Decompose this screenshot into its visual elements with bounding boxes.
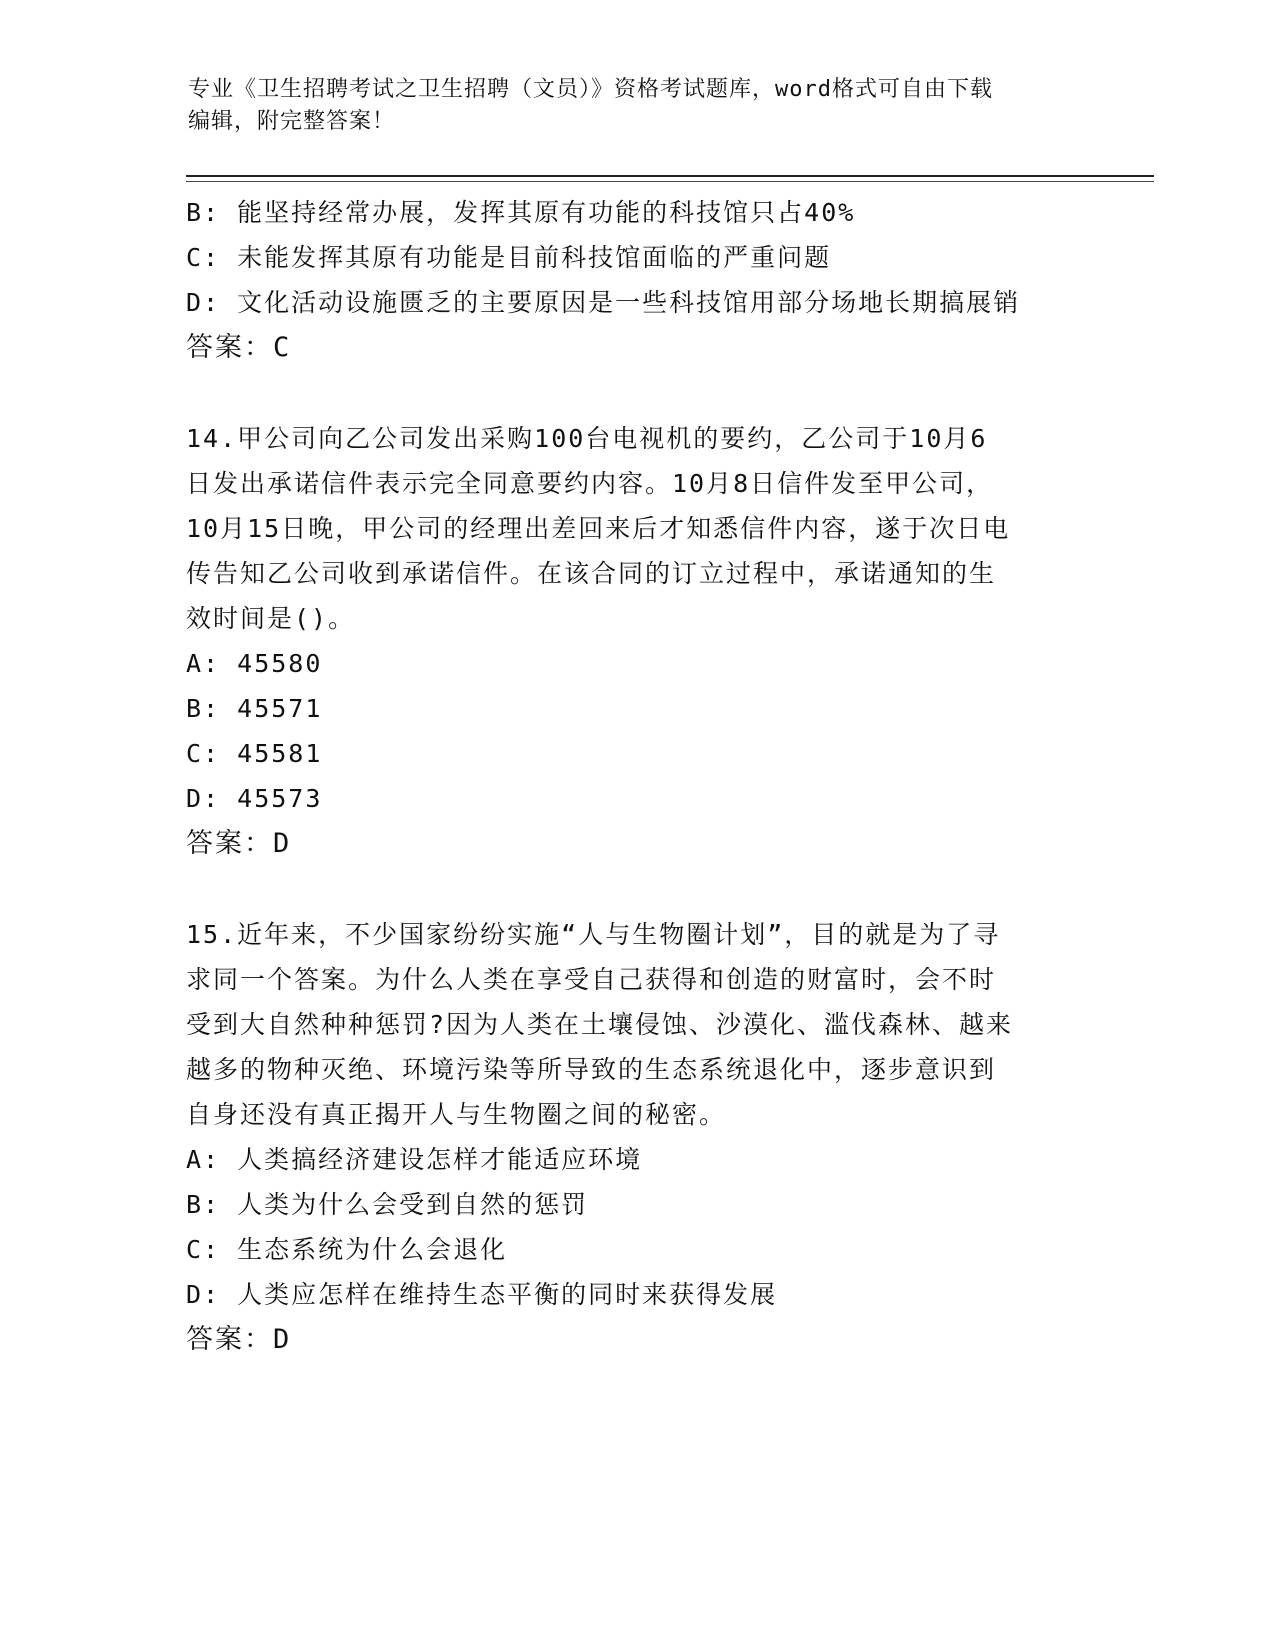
option-b: B: 45571 [186,694,323,723]
question-15 [186,912,1086,1362]
header-line-1: 专业《卫生招聘考试之卫生招聘（文员）》资格考试题库，word格式可自由下载 [188,77,993,102]
stem-line: 传告知乙公司收到承诺信件。在该合同的订立过程中，承诺通知的生 [186,559,997,588]
option-a: A: 人类搞经济建设怎样才能适应环境 [186,1145,643,1174]
question-stem [186,416,1086,641]
continued-question [186,190,1086,370]
stem-line: 日发出承诺信件表示完全同意要约内容。10月8日信件发至甲公司， [186,469,994,498]
stem-line: 受到大自然种种惩罚?因为人类在土壤侵蚀、沙漠化、滥伐森林、越来 [186,1010,1014,1039]
option-b: B: 能坚持经常办展，发挥其原有功能的科技馆只占40% [186,198,856,227]
option-d: D: 人类应怎样在维持生态平衡的同时来获得发展 [186,1280,778,1309]
option-d: D: 文化活动设施匮乏的主要原因是一些科技馆用部分场地长期搞展销 [186,288,1021,317]
option-c: C: 生态系统为什么会退化 [186,1235,508,1264]
header-divider-thick [186,175,1154,177]
stem-line: 越多的物种灭绝、环境污染等所导致的生态系统退化中，逐步意识到 [186,1055,997,1084]
question-content [186,190,1086,1362]
stem-line: 自身还没有真正揭开人与生物圈之间的秘密。 [186,1100,727,1129]
question-14 [186,416,1086,866]
option-c: C: 45581 [186,739,323,768]
stem-line: 效时间是()。 [186,604,356,633]
stem-line: 14.甲公司向乙公司发出采购100台电视机的要约，乙公司于10月6 [186,424,988,453]
option-a: A: 45580 [186,649,323,678]
answer-line: 答案：D [186,1324,292,1355]
stem-line: 求同一个答案。为什么人类在享受自己获得和创造的财富时，会不时 [186,965,997,994]
header-divider-thin [186,181,1154,182]
answer-line: 答案：D [186,828,292,859]
answer-line: 答案：C [186,332,292,363]
document-header [188,74,1088,138]
option-c: C: 未能发挥其原有功能是目前科技馆面临的严重问题 [186,243,832,272]
option-d: D: 45573 [186,784,323,813]
header-line-2: 编辑，附完整答案！ [188,109,396,134]
option-b: B: 人类为什么会受到自然的惩罚 [186,1190,589,1219]
stem-line: 10月15日晚，甲公司的经理出差回来后才知悉信件内容，遂于次日电 [186,514,1011,543]
stem-line: 15.近年来，不少国家纷纷实施“人与生物圈计划”，目的就是为了寻 [186,920,1001,949]
question-stem [186,912,1086,1137]
